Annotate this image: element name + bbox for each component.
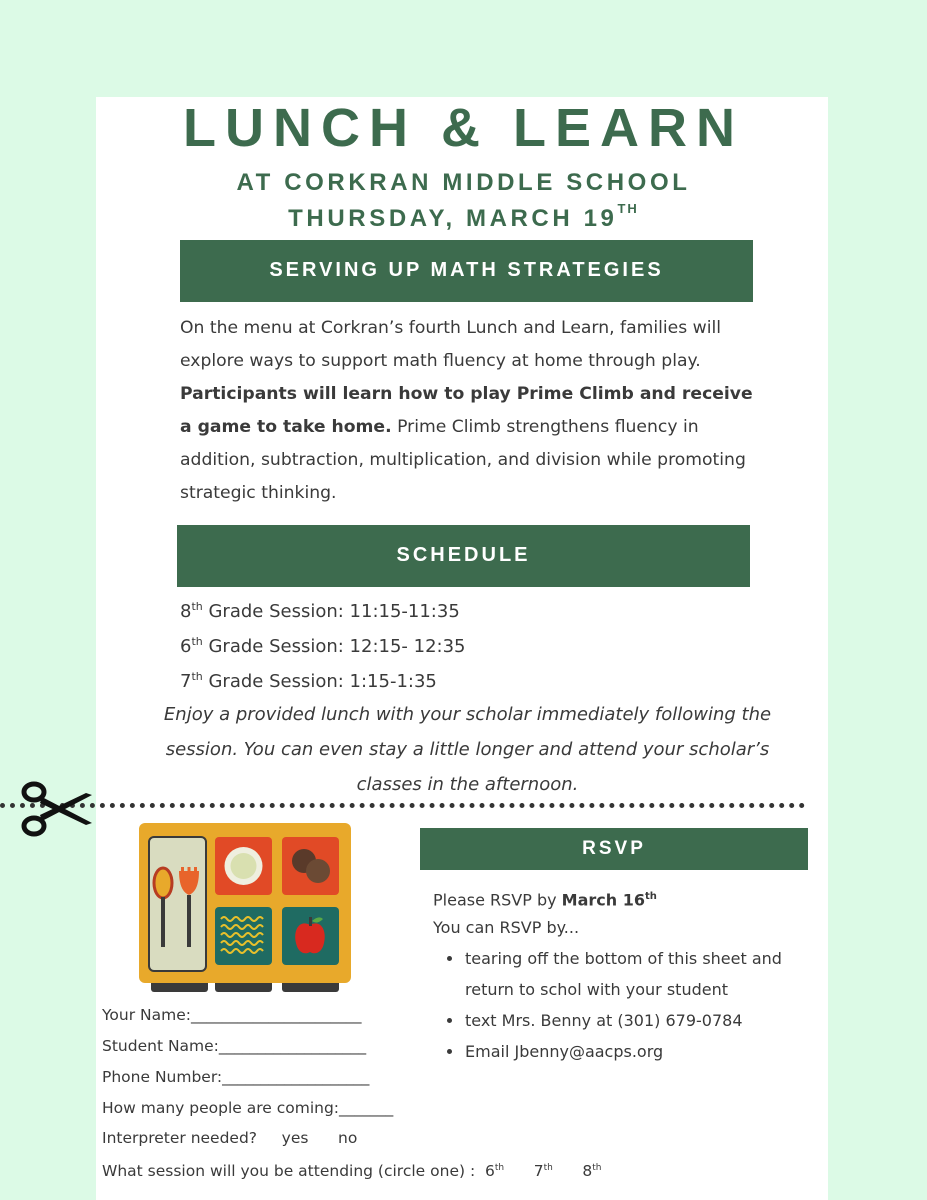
student-name-field[interactable]: Student Name:___________________ xyxy=(102,1037,367,1055)
schedule-grade: 6 xyxy=(180,636,192,657)
session-option-7[interactable] xyxy=(534,1162,553,1180)
schedule-time: Grade Session: 1:15-1:35 xyxy=(202,671,437,692)
schedule-grade: 8 xyxy=(180,601,192,622)
schedule-time: Grade Session: 11:15-11:35 xyxy=(202,601,460,622)
event-description xyxy=(180,312,770,510)
rsvp-method-item: Email Jbenny@aacps.org xyxy=(465,1036,810,1067)
schedule-grade-suffix: th xyxy=(191,670,203,683)
section-heading-math: SERVING UP MATH STRATEGIES xyxy=(180,240,753,302)
scissors-icon xyxy=(20,779,94,839)
rsvp-deadline-date: March 16 xyxy=(561,890,645,910)
session-option-num: 7 xyxy=(533,1162,544,1181)
session-option-suffix: th xyxy=(494,1163,505,1173)
schedule-grade: 7 xyxy=(180,671,192,692)
lunch-tray-icon xyxy=(139,821,351,996)
session-option-suffix: th xyxy=(592,1163,602,1173)
description-highlight: Participants will learn how to play Prime Climb and receive a game to take home. xyxy=(180,384,753,437)
session-option-num: 6 xyxy=(485,1162,495,1181)
rsvp-deadline-suffix: th xyxy=(645,891,657,902)
rsvp-deadline-prefix: Please RSVP by xyxy=(433,890,562,910)
people-count-field[interactable]: How many people are coming:_______ xyxy=(102,1099,394,1117)
session-choice-label: What session will you be attending (circle one) : xyxy=(102,1162,486,1181)
your-name-field[interactable]: Your Name:______________________ xyxy=(102,1006,362,1024)
event-date-text: THURSDAY, MARCH 19 xyxy=(288,205,618,232)
schedule-item xyxy=(180,665,437,694)
page-title: LUNCH & LEARN xyxy=(183,98,744,158)
schedule-grade-suffix: th xyxy=(191,635,203,648)
section-heading-schedule: SCHEDULE xyxy=(177,525,750,587)
session-choice-field[interactable] xyxy=(102,1158,601,1181)
rsvp-method-item: tearing off the bottom of this sheet and return to schol with your student xyxy=(465,943,810,1005)
session-option-suffix: th xyxy=(543,1163,553,1173)
school-name: AT CORKRAN MIDDLE SCHOOL xyxy=(236,169,691,196)
rsvp-methods-intro: You can RSVP by... xyxy=(433,918,580,937)
schedule-grade-suffix: th xyxy=(191,600,203,613)
rsvp-method-item: text Mrs. Benny at (301) 679-0784 xyxy=(465,1005,810,1036)
event-date-suffix: TH xyxy=(617,201,639,216)
description-text-2: Prime Climb strengthens fluency in addition, subtraction, multiplication, and division while promoting strategic thinking. xyxy=(180,417,746,503)
session-option-num: 8 xyxy=(582,1162,593,1181)
schedule-item xyxy=(180,630,466,659)
schedule-time: Grade Session: 12:15- 12:35 xyxy=(202,636,466,657)
description-text-1: On the menu at Corkran’s fourth Lunch and Learn, families will explore ways to support math fluency at home through play. xyxy=(180,318,722,371)
lunch-note: Enjoy a provided lunch with your scholar immediately following the session. You can even stay a little longer and attend your scholar’s classes in the afternoon. xyxy=(163,704,772,795)
interpreter-field[interactable]: Interpreter needed? yes no xyxy=(102,1129,358,1147)
rsvp-deadline xyxy=(433,887,657,910)
phone-number-field[interactable]: Phone Number:___________________ xyxy=(102,1068,370,1086)
session-option-6[interactable] xyxy=(485,1162,504,1180)
schedule-item xyxy=(180,595,460,624)
section-heading-rsvp: RSVP xyxy=(420,828,808,870)
session-option-8[interactable] xyxy=(582,1162,601,1180)
tear-off-line xyxy=(0,803,805,808)
event-date xyxy=(0,198,927,234)
